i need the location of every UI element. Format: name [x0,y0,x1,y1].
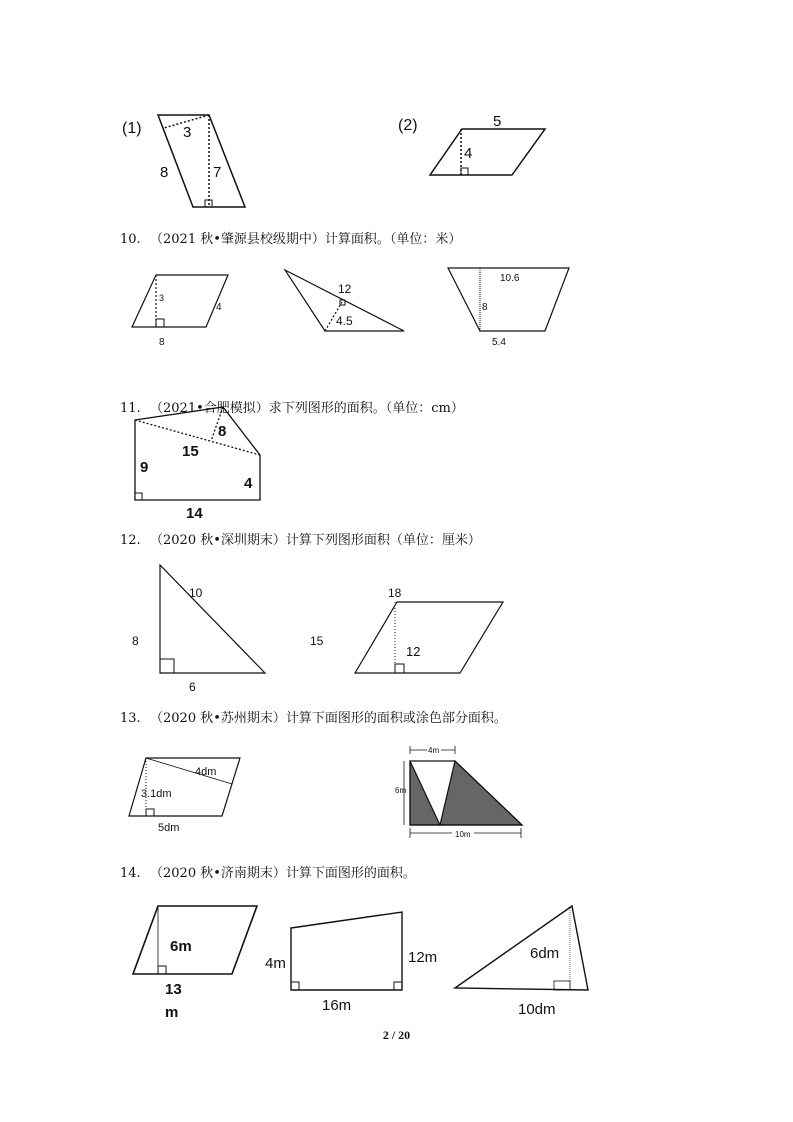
label: 18 [388,586,402,600]
figure-12-parallelogram [355,586,503,673]
question-number: 10. [120,232,141,247]
label: 4 [464,145,473,162]
label: 5 [493,113,502,130]
figure-10-triangle [285,270,404,331]
figure-12-right-triangle [132,565,324,694]
label: 12 [406,644,421,659]
label: 6 [189,680,196,694]
label: 16m [322,997,352,1014]
label: m [165,1004,179,1021]
figure-14-parallelogram [133,906,257,1021]
label: 6m [170,938,192,955]
label: 4dm [195,766,217,778]
label: (1) [122,120,142,137]
label: 9 [140,459,149,476]
question-text: （2020 秋•深圳期末）计算下列图形面积（单位：厘米） [150,533,481,548]
figure-14-triangle [455,906,588,1018]
figure-13-shaded-trapezoid [395,745,522,839]
question-text: （2020 秋•苏州期末）计算下面图形的面积或涂色部分面积。 [150,711,507,726]
label: 4m [428,746,440,755]
label: 8 [218,423,227,440]
figure-9-2-parallelogram [398,113,545,175]
label: 8 [159,337,165,348]
figure-10-parallelogram [132,275,228,348]
figure-13-parallelogram [129,758,240,834]
page-number: 2 / 20 [382,1028,411,1042]
label: 7 [213,164,222,181]
label: 10dm [518,1001,556,1018]
label: (2) [398,117,418,134]
label: 15 [182,443,199,460]
question-number: 12. [120,533,141,548]
figure-10-trapezoid [448,268,569,348]
label: 13 [165,981,182,998]
label: 10.6 [500,273,520,284]
figure-9-1-parallelogram [122,115,245,207]
figure-11-composite [135,407,260,522]
label: 4m [265,955,286,972]
label: 8 [160,164,169,181]
label: 8 [132,634,139,648]
label: 6dm [530,945,560,962]
label: 5.4 [492,337,506,348]
label: 3 [183,124,192,141]
label: 8 [482,302,488,313]
figure-14-right-trapezoid [265,912,437,1014]
label: 5dm [158,822,180,834]
label: 4 [244,475,253,492]
question-number: 13. [120,711,141,726]
label: 4 [216,302,222,313]
label: 12m [408,949,438,966]
label: 3 [159,293,165,303]
question-text: （2020 秋•济南期末）计算下面图形的面积。 [150,866,416,881]
label: 14 [186,505,203,522]
question-text: （2021 秋•肇源县校级期中）计算面积。（单位：米） [150,232,462,247]
question-number: 14. [120,866,141,881]
label: 6m [395,786,407,795]
label: 10 [189,586,203,600]
label: 3.1dm [141,788,172,800]
label: 4.5 [336,314,353,328]
label: 15 [310,634,324,648]
label: 12 [338,282,352,296]
question-text: （2021•合肥模拟）求下列图形的面积。（单位：cm） [150,401,464,416]
label: 10m [455,830,471,839]
question-number: 11. [120,401,141,416]
